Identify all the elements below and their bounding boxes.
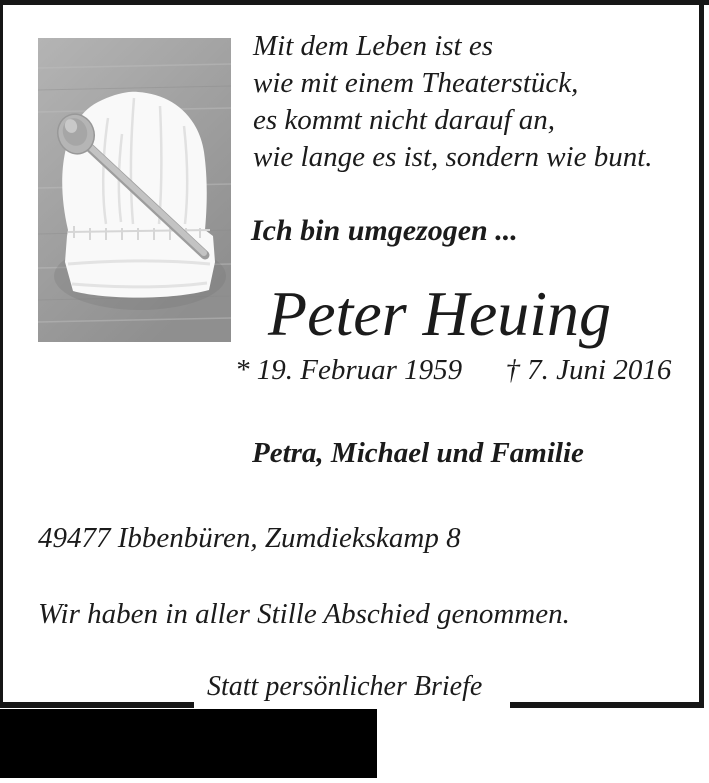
life-dates — [235, 352, 671, 389]
frame-border-bottom-right-segment — [510, 702, 704, 708]
frame-border-right — [699, 0, 704, 708]
birth-date: * 19. Februar 1959 — [235, 354, 463, 386]
quote-block — [253, 28, 653, 176]
quote-line-1: Mit dem Leben ist es — [253, 30, 494, 62]
footer-line: Statt persönlicher Briefe — [207, 671, 483, 702]
chef-hat-photo — [38, 38, 231, 342]
deceased-name: Peter Heuing — [268, 278, 611, 349]
farewell-line: Wir haben in aller Stille Abschied genommen. — [38, 598, 570, 630]
redaction-box — [0, 709, 377, 778]
quote-line-4: wie lange es ist, sondern wie bunt. — [253, 141, 653, 173]
quote-line-2: wie mit einem Theaterstück, — [253, 67, 579, 99]
frame-border-left — [0, 0, 3, 708]
death-date: † 7. Juni 2016 — [505, 354, 672, 386]
moved-announcement: Ich bin umgezogen ... — [251, 214, 518, 247]
family-line: Petra, Michael und Familie — [252, 437, 584, 469]
frame-border-top — [0, 0, 709, 5]
quote-line-3: es kommt nicht darauf an, — [253, 104, 556, 136]
frame-border-bottom-left-segment — [0, 702, 194, 708]
address-line: 49477 Ibbenbüren, Zumdiekskamp 8 — [38, 522, 461, 554]
